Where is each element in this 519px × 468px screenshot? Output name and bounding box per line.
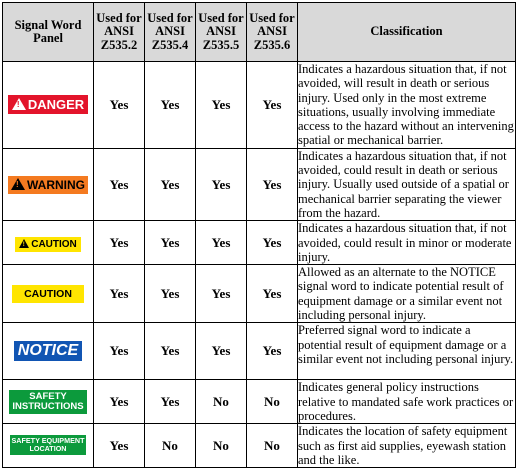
z535-2-value: Yes — [94, 424, 145, 468]
header-classification: Classification — [298, 3, 516, 62]
safety-instructions-signal-panel — [9, 390, 86, 414]
panel-label-line1: SAFETY — [29, 390, 67, 402]
z535-4-value: Yes — [145, 380, 196, 424]
z535-4-value: No — [145, 424, 196, 468]
z535-4-value: Yes — [145, 221, 196, 265]
alert-triangle-icon: ! — [11, 178, 25, 190]
table-row-warning — [3, 148, 516, 220]
panel-cell — [3, 380, 94, 424]
header-z535-6: Used for ANSI Z535.6 — [247, 3, 298, 62]
z535-4-value: Yes — [145, 323, 196, 380]
z535-2-value: Yes — [94, 62, 145, 149]
z535-4-value: Yes — [145, 265, 196, 323]
table-row-notice — [3, 323, 516, 380]
z535-6-value: Yes — [247, 62, 298, 149]
classification-text: Allowed as an alternate to the NOTICE signal word to indicate potential result of equipment damage or a similar event not including personal injury. — [298, 265, 516, 323]
z535-5-value: Yes — [196, 221, 247, 265]
panel-label: DANGER — [27, 97, 85, 113]
table-row-caution — [3, 265, 516, 323]
panel-label-line2: INSTRUCTIONS — [12, 400, 84, 412]
z535-6-value: Yes — [247, 148, 298, 220]
z535-5-value: Yes — [196, 265, 247, 323]
table-row-safety-equipment-location — [3, 424, 516, 468]
table-row-danger — [3, 62, 516, 149]
caution-signal-panel — [15, 237, 81, 252]
classification-text: Indicates a hazardous situation that, if not avoided, could result in minor or moderate injury. — [298, 221, 516, 265]
table-row-caution-triangle — [3, 221, 516, 265]
caution-signal-panel: CAUTION — [12, 285, 84, 303]
header-signal-word-panel: Signal Word Panel — [3, 3, 94, 62]
panel-cell — [3, 148, 94, 220]
z535-2-value: Yes — [94, 380, 145, 424]
panel-cell — [3, 265, 94, 323]
alert-triangle-icon: ! — [12, 98, 26, 110]
classification-text: Indicates the location of safety equipment such as first aid supplies, eyewash station and the like. — [298, 424, 516, 468]
classification-text: Preferred signal word to indicate a potential result of equipment damage or a similar event not including personal injury. — [298, 323, 516, 380]
z535-2-value: Yes — [94, 148, 145, 220]
panel-label-line1: SAFETY EQUIPMENT — [11, 436, 85, 446]
z535-5-value: No — [196, 380, 247, 424]
header-z535-5: Used for ANSI Z535.5 — [196, 3, 247, 62]
panel-cell — [3, 62, 94, 149]
classification-text: Indicates general policy instructions relative to mandated safe work practices or procedures. — [298, 380, 516, 424]
panel-label: WARNING — [27, 177, 85, 192]
panel-label: CAUTION — [31, 238, 77, 250]
classification-text: Indicates a hazardous situation that, if not avoided, could result in death or serious injury. Usually used outside of a spatial or mechanical barrier separating the viewer from the hazard. — [298, 148, 516, 220]
notice-signal-panel: NOTICE — [14, 341, 82, 361]
header-row — [3, 3, 516, 62]
z535-6-value: Yes — [247, 265, 298, 323]
z535-6-value: Yes — [247, 221, 298, 265]
panel-cell — [3, 221, 94, 265]
panel-cell — [3, 323, 94, 380]
z535-5-value: No — [196, 424, 247, 468]
z535-2-value: Yes — [94, 265, 145, 323]
table-row-safety-instructions — [3, 380, 516, 424]
z535-6-value: Yes — [247, 323, 298, 380]
header-z535-4: Used for ANSI Z535.4 — [145, 3, 196, 62]
signal-word-table — [2, 2, 516, 468]
panel-label-line2: LOCATION — [29, 444, 67, 454]
z535-4-value: Yes — [145, 148, 196, 220]
z535-2-value: Yes — [94, 323, 145, 380]
header-z535-2: Used for ANSI Z535.2 — [94, 3, 145, 62]
panel-cell — [3, 424, 94, 468]
z535-4-value: Yes — [145, 62, 196, 149]
z535-6-value: No — [247, 424, 298, 468]
z535-2-value: Yes — [94, 221, 145, 265]
z535-5-value: Yes — [196, 62, 247, 149]
alert-triangle-icon: ! — [19, 239, 29, 248]
z535-6-value: No — [247, 380, 298, 424]
z535-5-value: Yes — [196, 323, 247, 380]
danger-signal-panel — [8, 95, 88, 114]
warning-signal-panel — [8, 176, 88, 194]
safety-equipment-location-signal-panel — [10, 435, 87, 455]
classification-text: Indicates a hazardous situation that, if not avoided, will result in death or serious injury. Used only in the most extreme situations, usually involving immediate access to the hazard without an intervening spatial or mechanical barrier. — [298, 62, 514, 148]
z535-5-value: Yes — [196, 148, 247, 220]
